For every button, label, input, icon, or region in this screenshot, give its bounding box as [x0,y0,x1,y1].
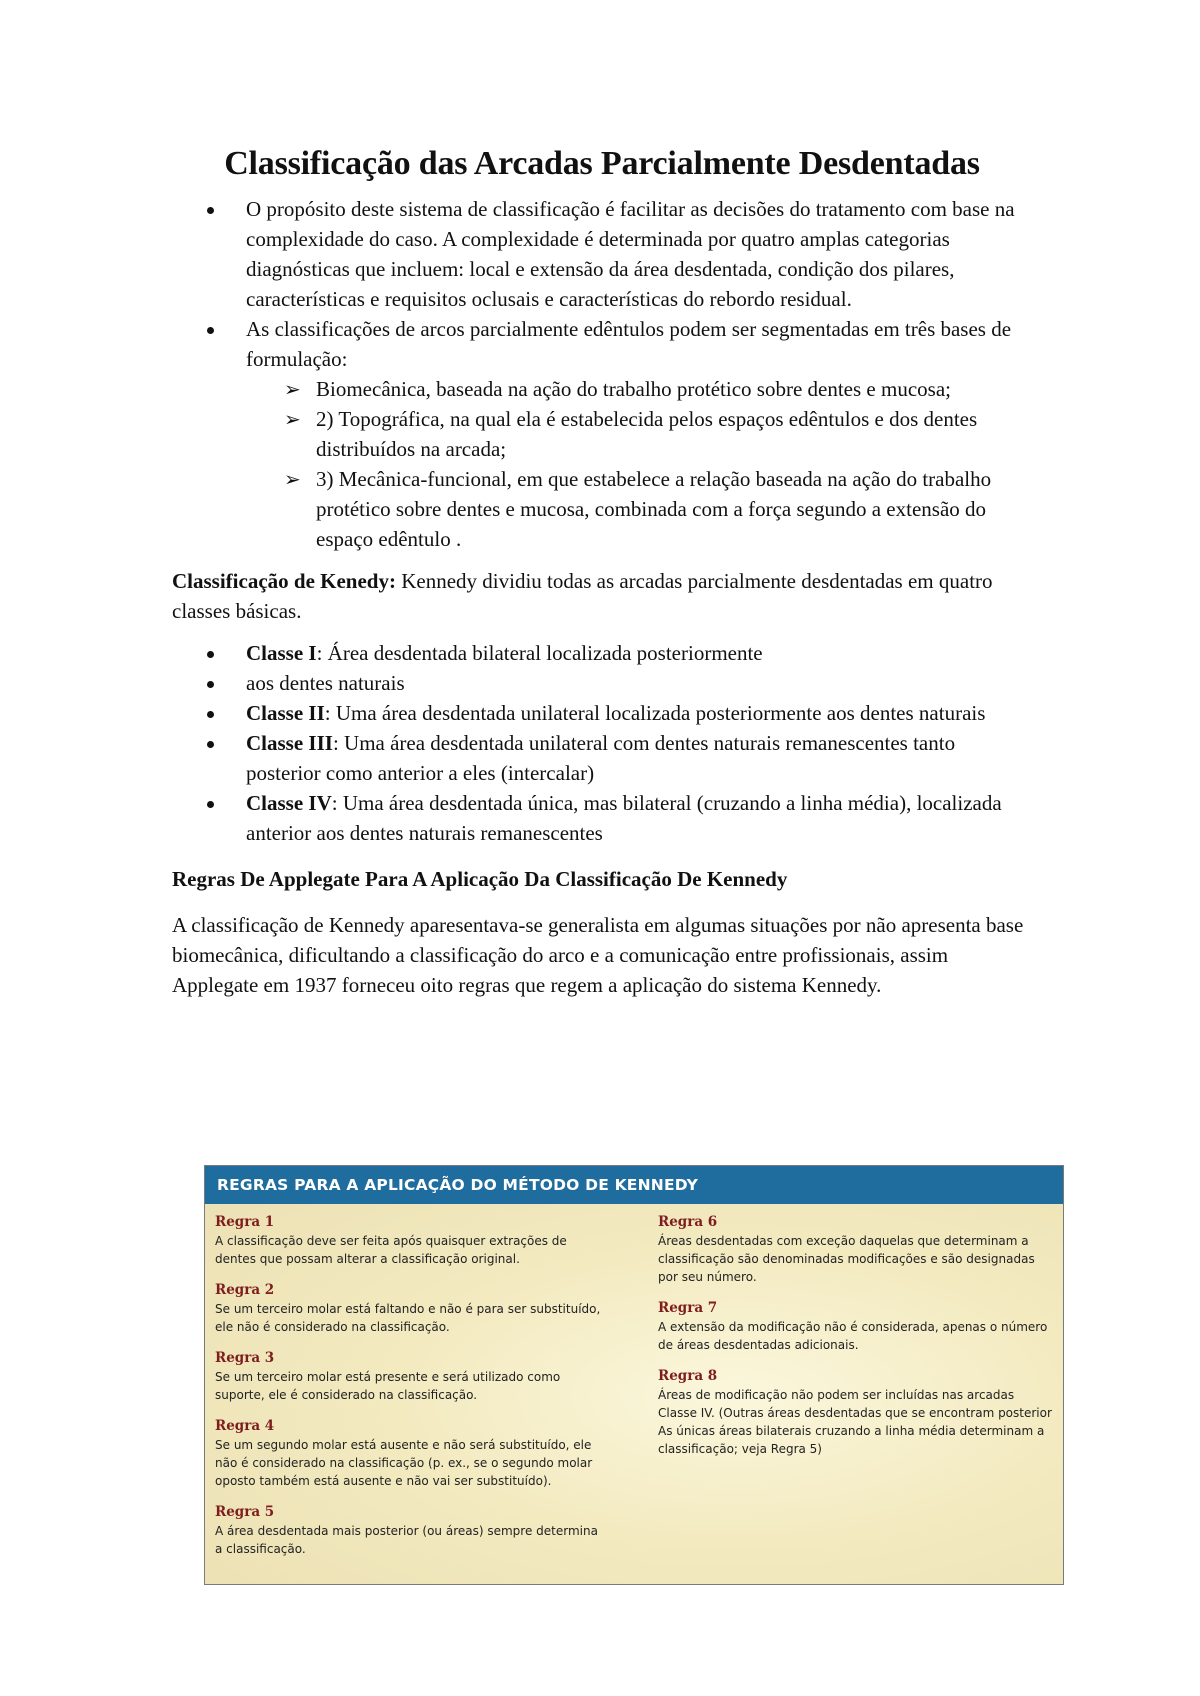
rule-title: Regra 3 [215,1350,275,1366]
bullet-icon [207,207,214,214]
rule-text: Se um terceiro molar está presente e será utilizado como suporte, ele é considerado na classificação. [215,1370,561,1402]
bullet-icon [207,711,214,718]
kennedy-label: Classificação de Kenedy: [172,569,396,593]
bullet-icon [207,651,214,658]
kennedy-paragraph [172,566,1032,626]
arrow-bullet-icon: ➢ [284,407,301,431]
list-item [172,194,1032,314]
arrow-bullet-icon: ➢ [284,467,301,491]
rule-title: Regra 5 [215,1504,275,1520]
rules-right-column [634,1212,1053,1570]
page-title: Classificação das Arcadas Parcialmente Desdentadas [224,145,980,182]
applegate-heading: Regras De Applegate Para A Aplicação Da Classificação De Kennedy [172,867,788,891]
list-item [172,728,1032,788]
rule-item [215,1502,606,1558]
rule-text: Áreas de modificação não podem ser incluídas nas arcadas Classe IV. (Outras áreas desdentadas que se encontram posterior As únicas áreas bilaterais cruzando a linha média determinam a classificação; veja Regra 5) [658,1388,1052,1456]
rules-left-column [215,1212,634,1570]
rule-title: Regra 2 [215,1282,275,1298]
rule-item [658,1366,1053,1458]
rule-title: Regra 4 [215,1418,275,1434]
bullet-icon [207,681,214,688]
rule-title: Regra 8 [658,1368,718,1384]
bullet-text: 3) Mecânica-funcional, em que estabelece a relação baseada na ação do trabalho protético sobre dentes e mucosa, combinada com a força segundo a extensão do espaço edêntulo . [316,467,992,551]
rule-item [215,1348,606,1404]
class-text: : Uma área desdentada unilateral com dentes naturais remanescentes tanto posterior como anterior a eles (intercalar) [246,731,956,785]
list-item [172,404,1032,464]
kennedy-text: Kennedy dividiu todas as arcadas parcialmente desdentadas em quatro classes básicas. [172,569,993,623]
class-text: aos dentes naturais [246,671,405,695]
rule-item [658,1298,1053,1354]
bullet-text: 2) Topográfica, na qual ela é estabelecida pelos espaços edêntulos e dos dentes distribuídos na arcada; [316,407,978,461]
list-item [172,788,1032,848]
bullet-text: Biomecânica, baseada na ação do trabalho protético sobre dentes e mucosa; [316,377,951,401]
class-label: Classe I [246,641,317,665]
bullet-icon [207,327,214,334]
class-label: Classe II [246,701,325,725]
rule-item [658,1212,1053,1286]
rule-item [215,1212,606,1268]
kennedy-classes-list [172,638,1032,848]
kennedy-rules-figure [204,1165,1064,1585]
rules-header: REGRAS PARA A APLICAÇÃO DO MÉTODO DE KENNEDY [205,1166,1063,1204]
formulation-bases-list [172,374,1032,554]
rule-text: Áreas desdentadas com exceção daquelas que determinam a classificação são denominadas modificações e são designadas por seu número. [658,1234,1035,1284]
rule-text: A extensão da modificação não é considerada, apenas o número de áreas desdentadas adicionais. [658,1320,1048,1352]
class-label: Classe III [246,731,333,755]
list-item [172,314,1032,374]
class-text: : Uma área desdentada unilateral localizada posteriormente aos dentes naturais [324,701,986,725]
bullet-text: As classificações de arcos parcialmente edêntulos podem ser segmentadas em três bases de formulação: [246,317,1012,371]
list-item [172,464,1032,554]
list-item [172,698,1032,728]
intro-bullet-list [172,194,1032,374]
rule-title: Regra 1 [215,1214,275,1230]
rule-text: Se um terceiro molar está faltando e não é para ser substituído, ele não é considerado na classificação. [215,1302,601,1334]
rule-text: Se um segundo molar está ausente e não será substituído, ele não é considerado na classificação (p. ex., se o segundo molar oposto também está ausente e não vai ser substituído). [215,1438,593,1488]
applegate-paragraph: A classificação de Kennedy aparesentava-se generalista em algumas situações por não apresenta base biomecânica, dificultando a classificação do arco e a comunicação entre profissionais, assim Applegate em 1937 forneceu oito regras que regem a aplicação do sistema Kennedy. [172,913,1024,997]
rule-item [215,1280,606,1336]
bullet-icon [207,801,214,808]
arrow-bullet-icon: ➢ [284,377,301,401]
class-label: Classe IV [246,791,332,815]
class-text: : Uma área desdentada única, mas bilateral (cruzando a linha média), localizada anterior aos dentes naturais remanescentes [246,791,1002,845]
rule-title: Regra 6 [658,1214,718,1230]
rule-text: A área desdentada mais posterior (ou áreas) sempre determina a classificação. [215,1524,598,1556]
rule-text: A classificação deve ser feita após quaisquer extrações de dentes que possam alterar a classificação original. [215,1234,567,1266]
rule-title: Regra 7 [658,1300,718,1316]
class-text: : Área desdentada bilateral localizada posteriormente [316,641,763,665]
bullet-text: O propósito deste sistema de classificação é facilitar as decisões do tratamento com base na complexidade do caso. A complexidade é determinada por quatro amplas categorias diagnósticas que incluem: local e extensão da área desdentada, condição dos pilares, características e requisitos oclusais e características do rebordo residual. [246,197,1015,311]
list-item [172,374,1032,404]
rule-item [215,1416,606,1490]
list-item [172,668,1032,698]
bullet-icon [207,741,214,748]
list-item [172,638,1032,668]
document-content [172,142,1032,1000]
